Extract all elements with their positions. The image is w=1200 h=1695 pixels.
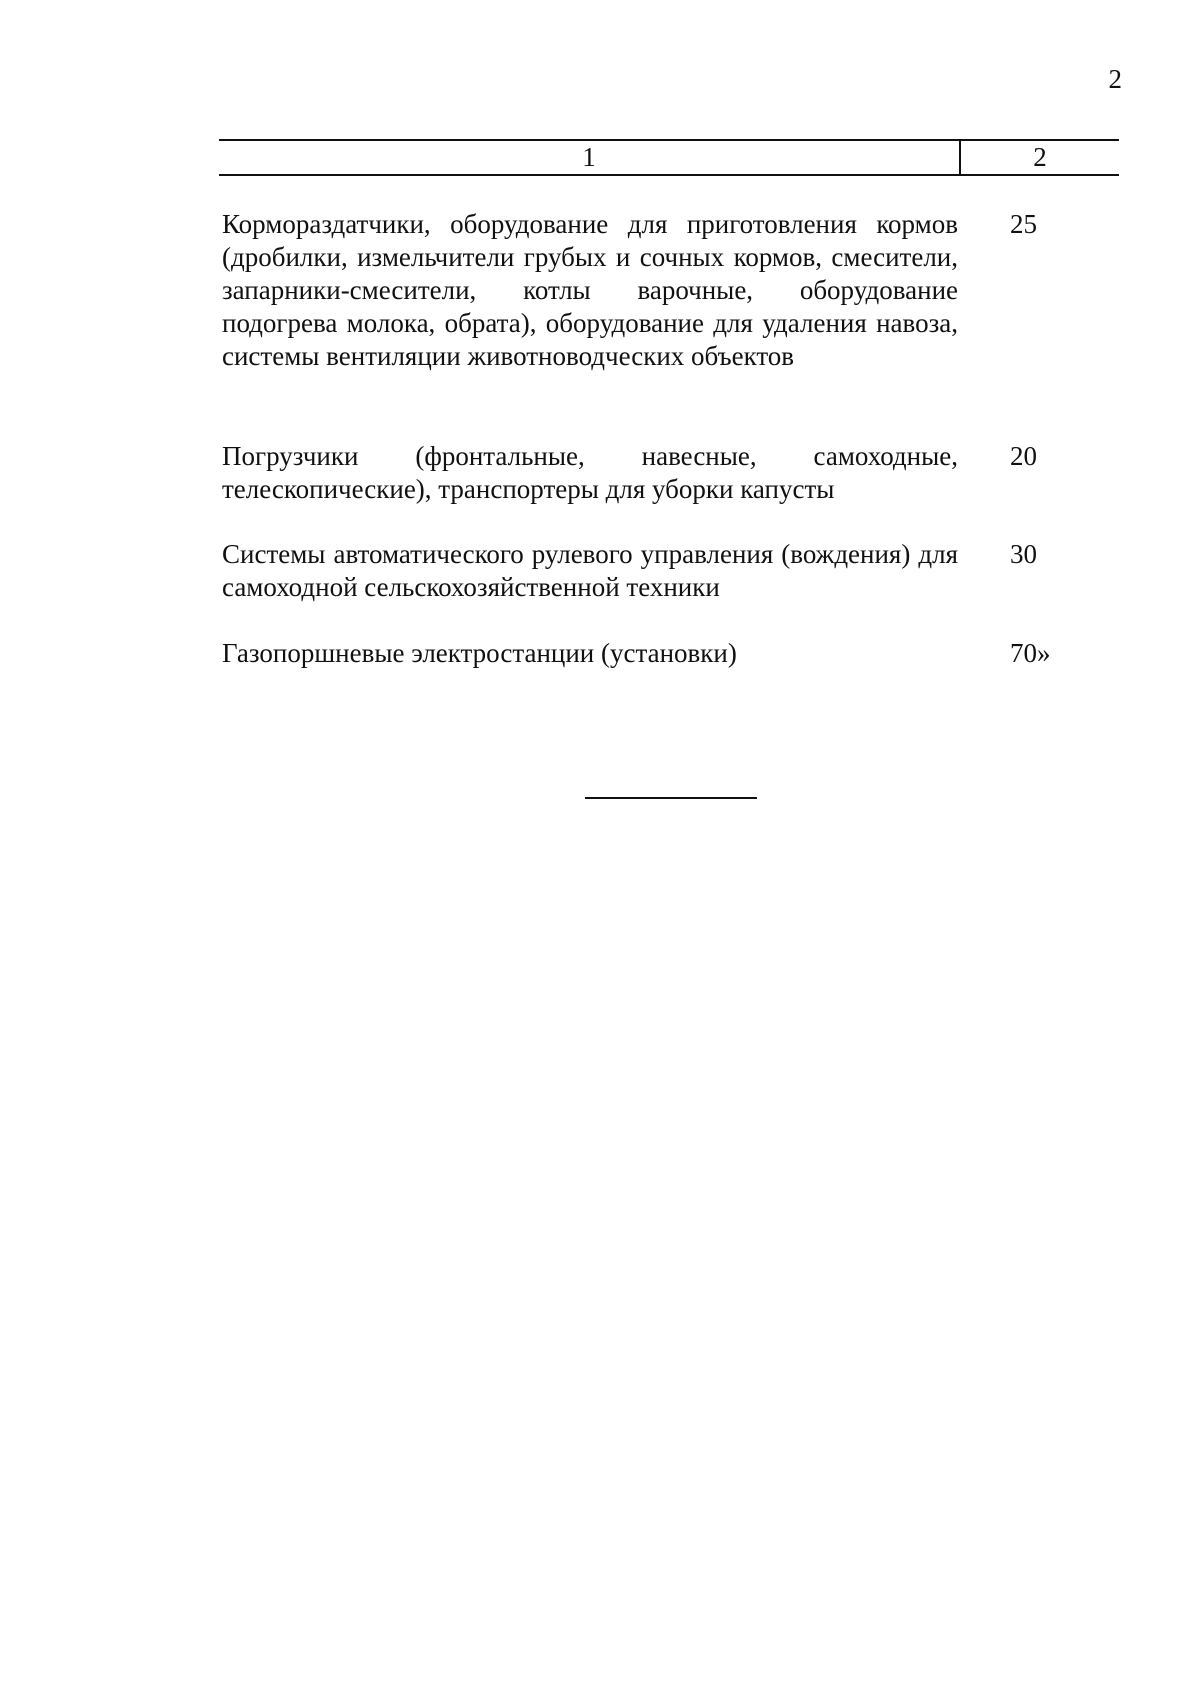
equipment-name: Газопоршневые электростанции (установки) xyxy=(222,638,737,668)
rate-value: 70» xyxy=(1010,638,1051,668)
rate-value: 20 xyxy=(1010,441,1037,471)
rate-value: 25 xyxy=(1010,209,1037,239)
end-of-document-rule xyxy=(585,797,757,799)
equipment-name: Кормораздатчики, оборудование для приготовления кормов (дробилки, измельчители грубых и сочных кормов, смесители, запарники-смесители, котлы варочные, оборудование подогрева молока, обрата), оборудование для удаления навоза, системы вентиляции животноводческих объектов xyxy=(222,209,958,371)
equipment-name: Погрузчики (фронтальные, навесные, самоходные, телескопические), транспортеры для уборки капусты xyxy=(222,441,958,504)
table-header-column-1: 1 xyxy=(582,142,596,172)
table-header xyxy=(219,139,1119,176)
table-header-column-2: 2 xyxy=(1033,142,1047,172)
rate-value: 30 xyxy=(1010,539,1037,569)
page-number: 2 xyxy=(1108,64,1122,94)
equipment-name: Системы автоматического рулевого управления (вождения) для самоходной сельскохозяйственной техники xyxy=(222,539,958,602)
